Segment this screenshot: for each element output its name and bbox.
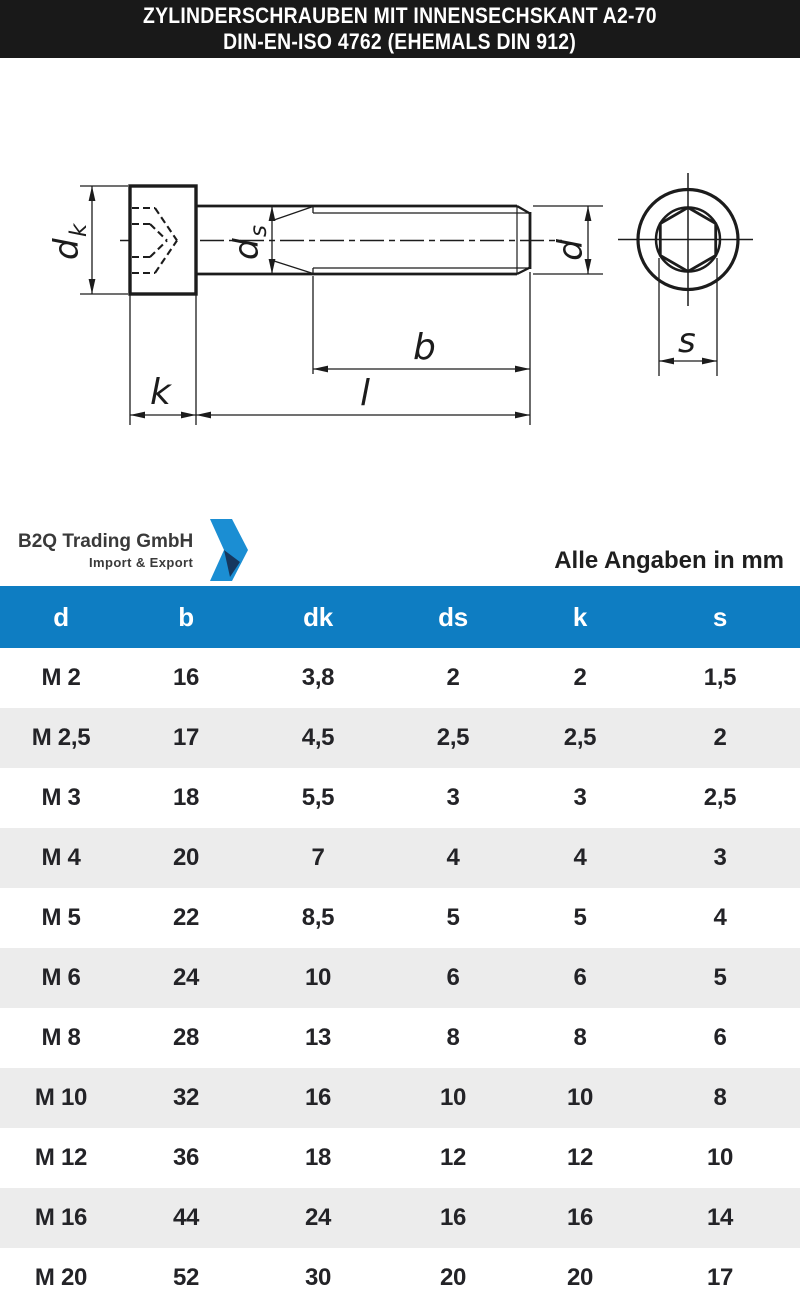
table-cell: 5 bbox=[713, 964, 727, 991]
row-size-label: M 4 bbox=[41, 844, 81, 871]
table-cell: 16 bbox=[439, 1204, 467, 1231]
row-size-label: M 3 bbox=[41, 784, 81, 811]
table-cell: 17 bbox=[706, 1264, 734, 1291]
table-row bbox=[0, 1128, 800, 1188]
table-cell: 36 bbox=[172, 1144, 200, 1171]
table-cell: 16 bbox=[566, 1204, 594, 1231]
logo-row bbox=[0, 500, 800, 586]
table-cell: 1,5 bbox=[703, 664, 737, 691]
column-header-k: k bbox=[572, 601, 588, 632]
title-banner bbox=[0, 0, 800, 58]
table-cell: 8 bbox=[573, 1024, 587, 1051]
row-size-label: M 12 bbox=[34, 1144, 88, 1171]
table-row bbox=[0, 948, 800, 1008]
table-cell: 16 bbox=[304, 1084, 332, 1111]
table-cell: 2 bbox=[713, 724, 727, 751]
row-size-label: M 10 bbox=[34, 1084, 88, 1111]
spec-table-header bbox=[0, 586, 800, 648]
label-l: l bbox=[360, 373, 371, 414]
table-cell: 12 bbox=[566, 1144, 594, 1171]
logo-chevron-icon bbox=[203, 517, 249, 583]
table-cell: 3 bbox=[713, 844, 727, 871]
table-cell: 32 bbox=[172, 1084, 200, 1111]
column-header-dk: dk bbox=[303, 601, 333, 632]
table-cell: 8 bbox=[446, 1024, 460, 1051]
table-cell: 6 bbox=[446, 964, 460, 991]
label-b: b bbox=[413, 327, 436, 368]
row-size-label: M 2 bbox=[41, 664, 81, 691]
label-dk: d bbox=[47, 238, 87, 260]
table-cell: 2,5 bbox=[703, 784, 737, 811]
table-cell: 24 bbox=[172, 964, 200, 991]
table-cell: 10 bbox=[566, 1084, 594, 1111]
table-cell: 16 bbox=[172, 664, 200, 691]
table-cell: 22 bbox=[172, 904, 200, 931]
table-cell: 2 bbox=[446, 664, 460, 691]
banner-line-2: DIN-EN-ISO 4762 (EHEMALS DIN 912) bbox=[223, 29, 577, 54]
table-row bbox=[0, 708, 800, 768]
label-d: d bbox=[551, 239, 591, 261]
table-row bbox=[0, 1188, 800, 1248]
table-cell: 18 bbox=[172, 784, 200, 811]
row-size-label: M 20 bbox=[34, 1264, 88, 1291]
table-cell: 10 bbox=[706, 1144, 734, 1171]
spec-table-body bbox=[0, 648, 800, 1308]
table-cell: 20 bbox=[566, 1264, 594, 1291]
table-cell: 10 bbox=[439, 1084, 467, 1111]
label-ds-sub: s bbox=[246, 225, 272, 237]
table-row bbox=[0, 888, 800, 948]
column-header-d: d bbox=[53, 601, 69, 632]
row-size-label: M 8 bbox=[41, 1024, 81, 1051]
table-cell: 28 bbox=[172, 1024, 200, 1051]
table-cell: 52 bbox=[172, 1264, 200, 1291]
table-row bbox=[0, 648, 800, 708]
table-cell: 14 bbox=[706, 1204, 734, 1231]
label-s: s bbox=[678, 321, 696, 361]
table-cell: 7 bbox=[311, 844, 325, 871]
screw-side-view bbox=[120, 186, 562, 294]
table-cell: 13 bbox=[304, 1024, 332, 1051]
company-logo bbox=[18, 517, 249, 583]
table-cell: 3 bbox=[446, 784, 460, 811]
label-dk-sub: k bbox=[66, 223, 92, 237]
label-ds: d bbox=[227, 238, 267, 260]
table-cell: 2,5 bbox=[563, 724, 597, 751]
table-cell: 6 bbox=[713, 1024, 727, 1051]
table-cell: 4 bbox=[446, 844, 460, 871]
spec-table bbox=[0, 586, 800, 1308]
table-cell: 8,5 bbox=[301, 904, 335, 931]
table-row bbox=[0, 1248, 800, 1308]
table-row bbox=[0, 1068, 800, 1128]
table-cell: 12 bbox=[439, 1144, 467, 1171]
table-cell: 5 bbox=[573, 904, 587, 931]
table-cell: 2 bbox=[573, 664, 587, 691]
table-cell: 8 bbox=[713, 1084, 727, 1111]
logo-tagline: Import & Export bbox=[89, 554, 194, 570]
table-cell: 5 bbox=[446, 904, 460, 931]
row-size-label: M 6 bbox=[41, 964, 81, 991]
table-cell: 10 bbox=[304, 964, 332, 991]
column-header-ds: ds bbox=[438, 601, 468, 632]
technical-drawing bbox=[0, 58, 800, 500]
table-cell: 20 bbox=[172, 844, 200, 871]
table-cell: 4,5 bbox=[301, 724, 335, 751]
table-cell: 3,8 bbox=[301, 664, 335, 691]
screw-end-view bbox=[618, 173, 753, 306]
label-k: k bbox=[150, 372, 171, 413]
table-cell: 3 bbox=[573, 784, 587, 811]
row-size-label: M 2,5 bbox=[31, 724, 91, 751]
table-cell: 44 bbox=[172, 1204, 200, 1231]
banner-line-1: ZYLINDERSCHRAUBEN MIT INNENSECHSKANT A2-70 bbox=[143, 3, 657, 28]
table-cell: 6 bbox=[573, 964, 587, 991]
technical-drawing-section bbox=[0, 58, 800, 500]
column-header-b: b bbox=[178, 601, 194, 632]
table-cell: 5,5 bbox=[301, 784, 335, 811]
column-header-s: s bbox=[712, 601, 728, 632]
table-cell: 20 bbox=[439, 1264, 467, 1291]
units-note: Alle Angaben in mm bbox=[554, 547, 784, 574]
table-cell: 17 bbox=[172, 724, 200, 751]
table-cell: 4 bbox=[713, 904, 727, 931]
table-cell: 18 bbox=[304, 1144, 332, 1171]
table-cell: 2,5 bbox=[436, 724, 470, 751]
table-row bbox=[0, 768, 800, 828]
table-cell: 30 bbox=[304, 1264, 332, 1291]
row-size-label: M 16 bbox=[34, 1204, 88, 1231]
table-cell: 24 bbox=[304, 1204, 332, 1231]
table-row bbox=[0, 1008, 800, 1068]
row-size-label: M 5 bbox=[41, 904, 81, 931]
table-cell: 4 bbox=[573, 844, 587, 871]
logo-company-name: B2Q Trading GmbH bbox=[18, 530, 194, 552]
table-row bbox=[0, 828, 800, 888]
